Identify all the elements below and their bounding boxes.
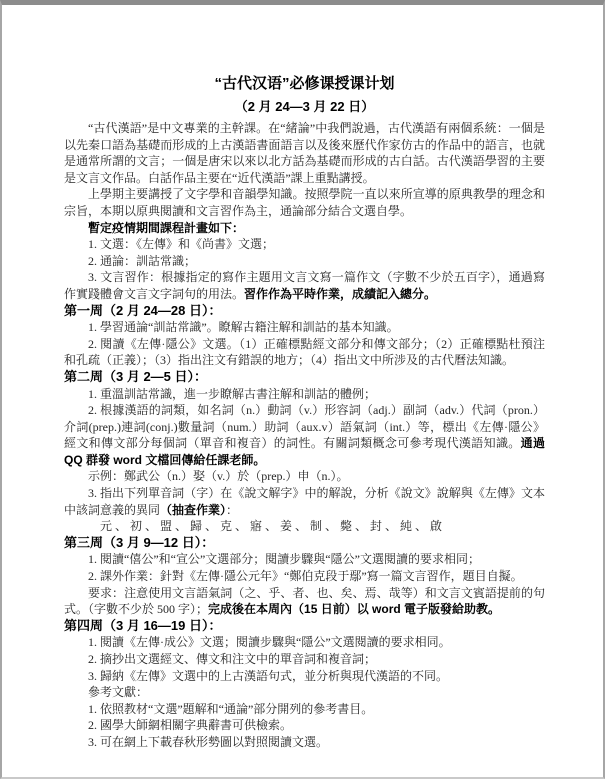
text-run: 1. 學習通論“訓詁常識”。瞭解古籍注解和訓詁的基本知識。 xyxy=(88,320,399,335)
paragraph xyxy=(64,668,545,685)
text-run: 3. 指出下列單音詞（字）在《說文解字》中的解說，分析《說文》說解與《左傳》文本中該詞意義的異同 xyxy=(64,486,545,517)
text-run: 1. 依照教材“文選”題解和“通論”部分開列的參考書目。 xyxy=(88,701,374,716)
text-run: “古代汉语”必修课授课计划 xyxy=(214,75,395,92)
paragraph xyxy=(64,568,545,585)
text-run: 上學期主要講授了文字學和音韻學知識。按照學院一直以來所宣導的原典教學的理念和宗旨，本期以原典閱讀和文言習作為主，通論部分結合文選自學。 xyxy=(64,187,545,218)
text-run: 完成後在本周內（15 日前）以 word 電子版發給助教。 xyxy=(208,602,501,617)
text-run: 1. 閱讀“僖公”和“宣公”文選部分；閱讀步驟與“隱公”文選閱讀的要求相同； xyxy=(88,552,480,567)
paragraph xyxy=(64,253,545,270)
paragraph xyxy=(64,269,545,302)
plan-heading xyxy=(64,220,545,237)
paragraph xyxy=(64,551,545,568)
text-run: 2. 根據漢語的詞類，如名詞（n.）動詞（v.）形容詞（adj.）副詞（adv.）代詞（pron.）介詞(prep.)連詞(conj.)數量詞（num.）助詞（aux.v）語氣詞（int.）等，標出《左傳·隱公》經文和傳文部分每個詞（單音和複音）的詞性。有關詞類概念可參考現代漢語知識。 xyxy=(64,403,545,451)
text-run: 暫定疫情期間課程計畫如下： xyxy=(88,220,245,235)
document-body xyxy=(2,5,603,751)
text-run: 第二周（3 月 2—5 日）： xyxy=(64,368,208,384)
week-heading xyxy=(64,303,545,320)
paragraph xyxy=(64,485,545,518)
paragraph xyxy=(64,402,545,468)
week-heading xyxy=(64,618,545,635)
text-run: “古代漢語”是中文專業的主幹課。在“緒論”中我們說過，古代漢語有兩個系統：一個是以先秦口語為基礎而形成的上古漢語書面語言以及後來歷代作家仿古的作品中的語言，也就是通常所謂的文言；一個是唐宋以來以北方話為基礎而形成的古白話。古代漢語學習的主要是文言文作品。白話作品主要在“近代漢語”課上重點講授。 xyxy=(64,121,545,185)
paragraph xyxy=(64,717,545,734)
text-run: 第三周（3 月 9—12 日）： xyxy=(64,534,215,550)
paragraph xyxy=(64,585,545,618)
week-heading xyxy=(64,369,545,386)
text-run: 第四周（3 月 16—19 日）： xyxy=(64,617,222,633)
text-run: 1. 文選：《左傳》和《尚書》文選； xyxy=(88,237,275,252)
paragraph xyxy=(64,120,545,186)
text-run: 要求：注意使用文言語氣詞（之、乎、者、也、矣、焉、哉等）和文言文賓語提前的句式。（字數不少於 500 字）； xyxy=(64,585,545,617)
text-run: 示例：鄭武公（n.）娶（v.）於（prep.）申（n.）。 xyxy=(88,469,349,484)
text-run: 1. 閱讀《左傳·成公》文選；閱讀步驟與“隱公”文選閱讀的要求相同。 xyxy=(88,635,451,650)
text-run: 習作作為平時作業，成績記入總分。 xyxy=(244,286,437,301)
week-heading xyxy=(64,535,545,552)
page-subtitle xyxy=(64,97,545,116)
text-run: 參考文獻： xyxy=(88,685,149,700)
text-run: 1. 重溫訓詁常識，進一步瞭解古書注解和訓詁的體例； xyxy=(88,386,377,401)
text-run: 3. 歸納《左傳》文選中的上古漢語句式，並分析與現代漢語的不同。 xyxy=(88,668,449,683)
text-run: （抽查作業） xyxy=(160,502,227,517)
paragraph xyxy=(64,651,545,668)
text-run: 2. 課外作業：針對《左傳·隱公元年》“鄭伯克段于鄢”寫一篇文言習作，題目自擬。 xyxy=(88,569,523,584)
text-run: 2. 摘抄出文選經文、傳文和注文中的單音詞和複音詞； xyxy=(88,652,377,666)
text-run: 3. 文言習作：根據指定的寫作主題用文言文寫一篇作文（字數不少於五百字），通過寫作實踐體會文言文字詞句的用法。 xyxy=(64,270,545,301)
paragraph xyxy=(64,684,545,701)
paragraph xyxy=(64,236,545,253)
paragraph xyxy=(64,336,545,369)
text-run: 第一周（2 月 24—28 日）： xyxy=(64,302,222,318)
paragraph xyxy=(64,634,545,651)
text-run: 2. 國學大師網相關字典辭書可供檢索。 xyxy=(88,718,293,733)
text-run: 通過 QQ 群發 word 文檔回傳給任課老師。 xyxy=(64,436,545,467)
page-title xyxy=(64,73,545,95)
text-run: （2 月 24—3 月 22 日） xyxy=(234,99,375,114)
text-run: ： xyxy=(226,502,239,517)
text-run: 元、初、盟、歸、克、寤、姜、制、斃、封、純、啟 xyxy=(100,519,446,534)
text-run: 2. 閱讀《左傳·隱公》文選。（1）正確標點經文部分和傳文部分；（2）正確標點杜預注和孔疏（正義）；（3）指出注文有錯誤的地方；（4）指出文中所涉及的古代曆法知識。 xyxy=(64,336,545,368)
paragraph xyxy=(64,701,545,718)
paragraph xyxy=(64,319,545,336)
paragraph xyxy=(64,518,545,535)
text-run: 2. 通論：訓詁常識； xyxy=(88,253,197,268)
paragraph xyxy=(64,468,545,485)
paragraph xyxy=(64,386,545,403)
text-run: 3. 可在網上下載春秋形勢圖以對照閱讀文選。 xyxy=(88,734,329,749)
paragraph xyxy=(64,734,545,751)
paragraph xyxy=(64,186,545,219)
